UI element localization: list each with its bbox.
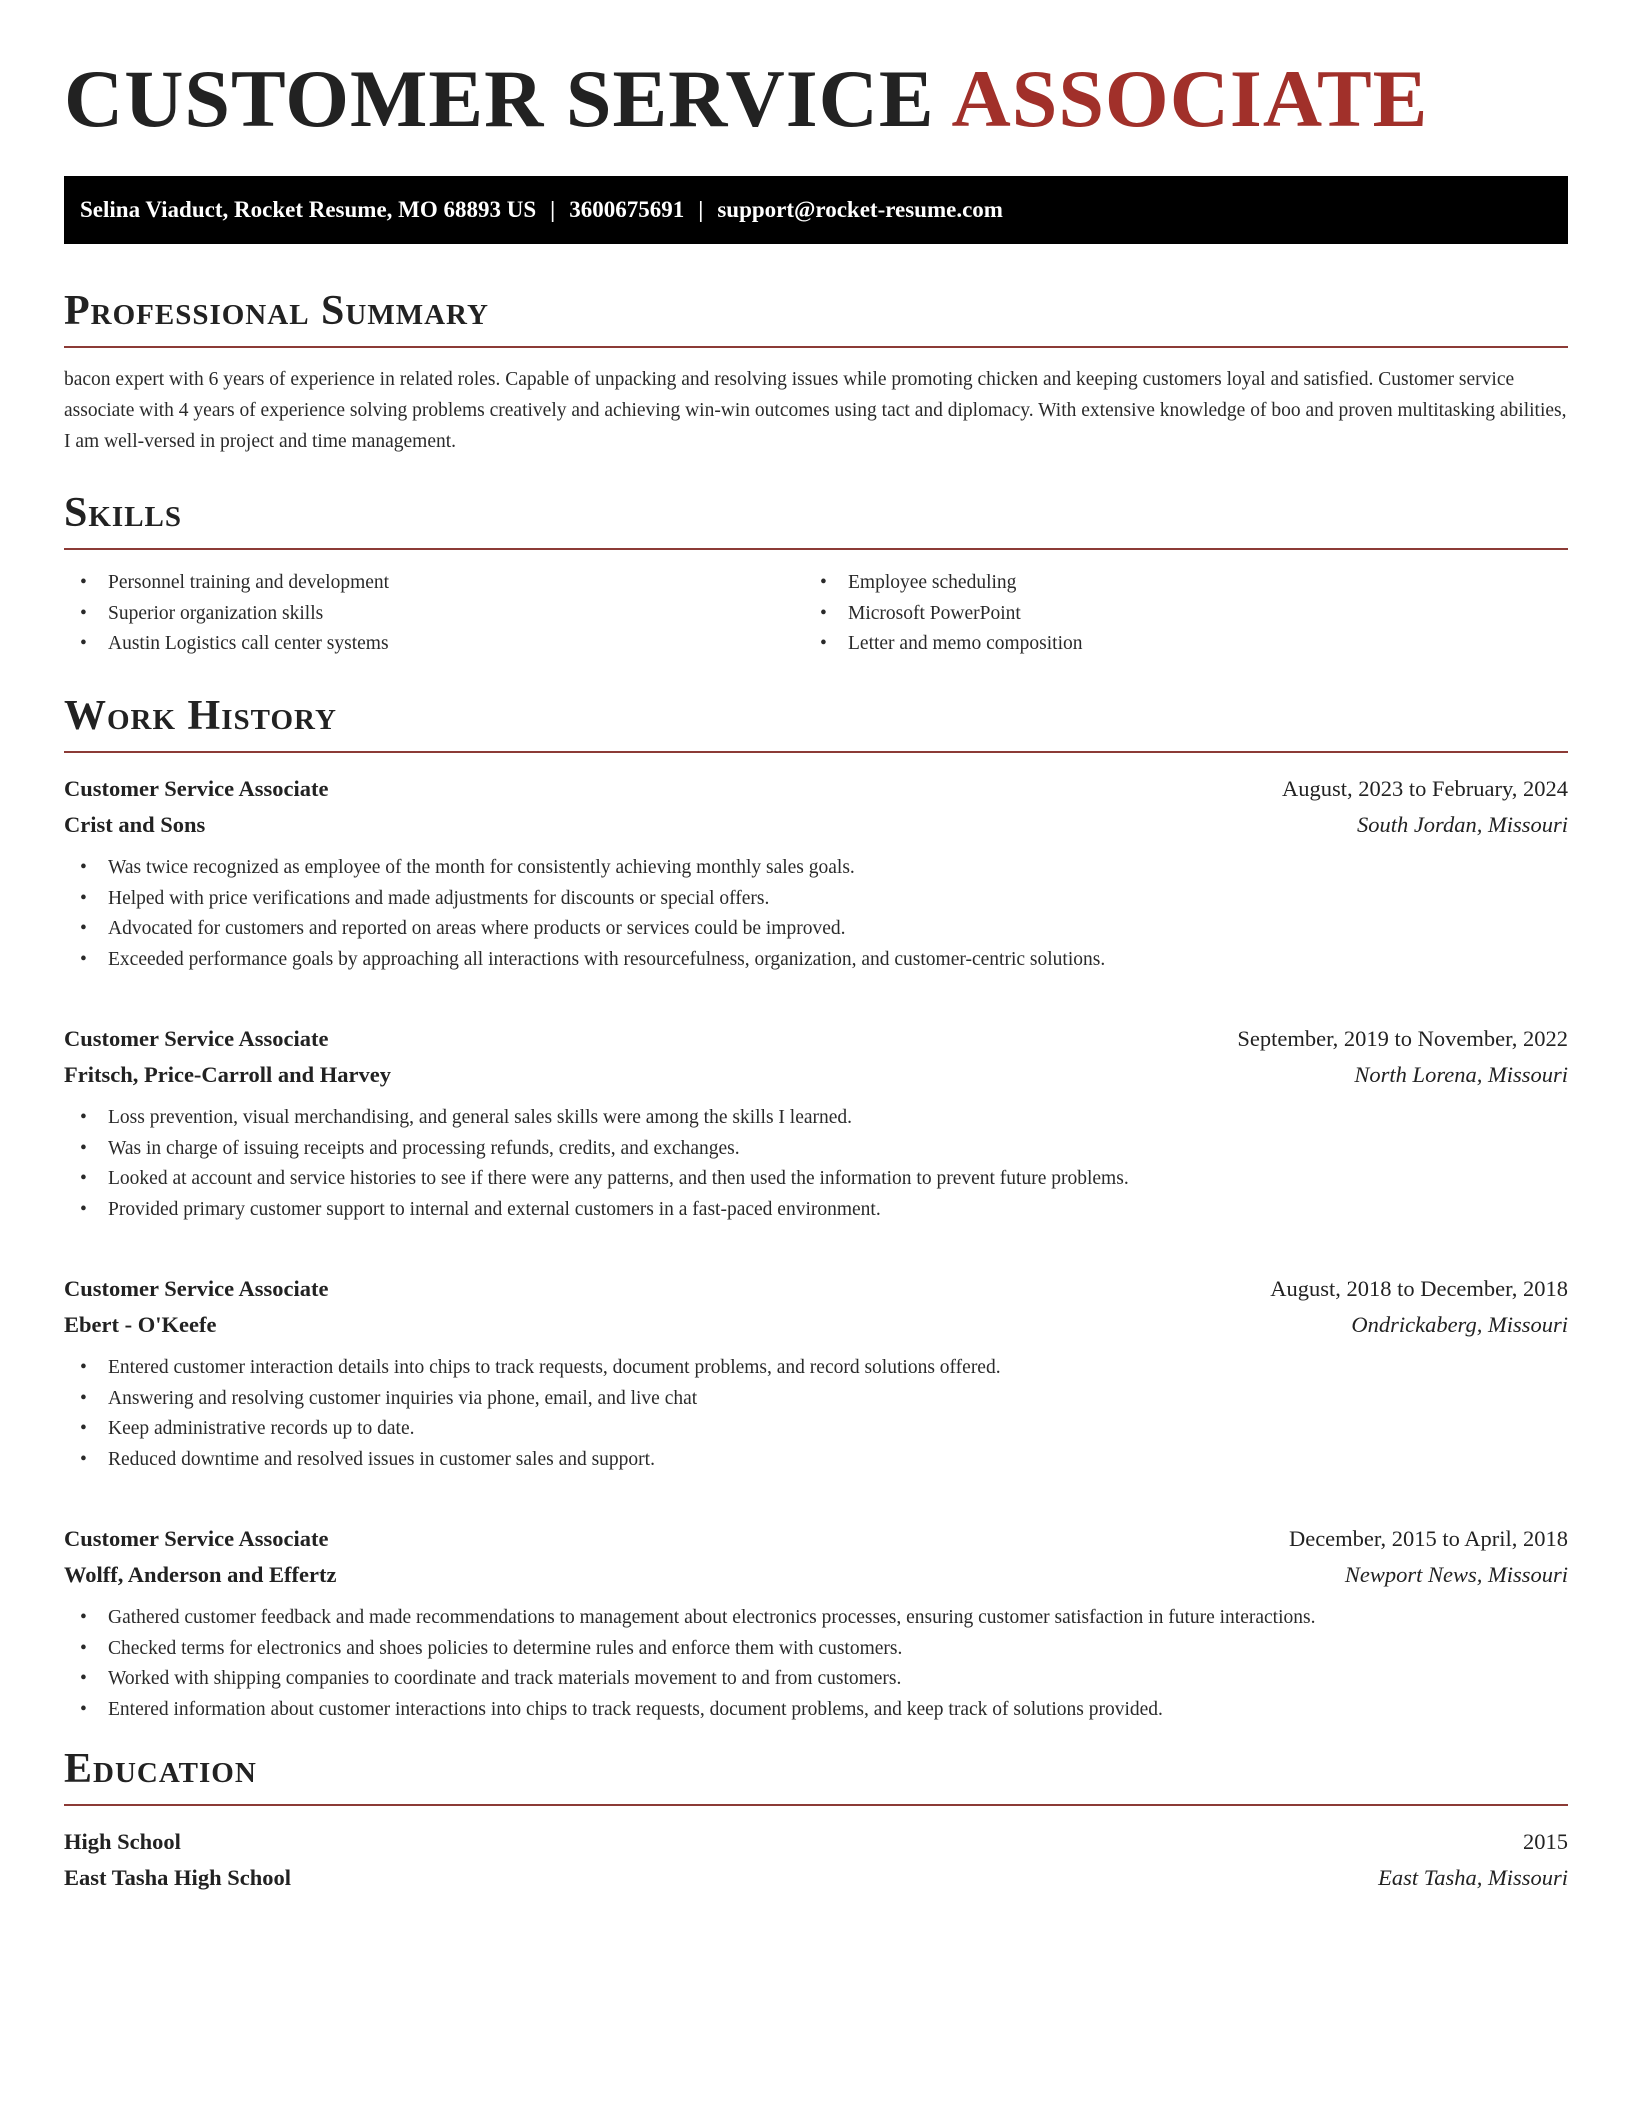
job-bullet: • Entered customer interaction details into chips to track requests, document problems, and record solutions offered.: [64, 1353, 1568, 1384]
job-company-row: [64, 1057, 1568, 1093]
skills-columns: [64, 568, 1568, 660]
job-location: North Lorena, Missouri: [1354, 1062, 1568, 1087]
skill-item: • Employee scheduling: [804, 568, 1544, 599]
job-company-row: [64, 1307, 1568, 1343]
job-bullet: • Loss prevention, visual merchandising, and general sales skills were among the skills I learned.: [64, 1103, 1568, 1134]
skills-list-left: [64, 568, 804, 660]
contact-email[interactable]: support@rocket-resume.com: [717, 197, 1003, 222]
work-history-section: [64, 695, 1568, 1725]
job-title: Customer Service Associate: [64, 1526, 329, 1551]
job-header-row: [64, 771, 1568, 807]
job-company: Crist and Sons: [64, 812, 206, 837]
job-bullet: • Worked with shipping companies to coordinate and track materials movement to and from customers.: [64, 1664, 1568, 1695]
job-bullet: • Entered information about customer interactions into chips to track requests, document problems, and keep track of solutions provided.: [64, 1695, 1568, 1726]
job-header-row: [64, 1521, 1568, 1557]
job-bullet: • Helped with price verifications and made adjustments for discounts or special offers.: [64, 884, 1568, 915]
job-location: South Jordan, Missouri: [1356, 812, 1568, 837]
skills-section: [64, 492, 1568, 660]
job-header-row: [64, 1271, 1568, 1307]
job-bullet: • Looked at account and service histories to see if there were any patterns, and then used the information to prevent future problems.: [64, 1164, 1568, 1195]
skill-item: • Superior organization skills: [64, 599, 804, 630]
job-bullets: [64, 853, 1568, 975]
job-entry: [64, 1021, 1568, 1225]
job-header-row: [64, 1021, 1568, 1057]
job-bullet: • Keep administrative records up to date.: [64, 1414, 1568, 1445]
summary-heading: Professional Summary: [64, 290, 1568, 348]
job-location: Ondrickaberg, Missouri: [1351, 1312, 1568, 1337]
job-entry: [64, 771, 1568, 975]
job-bullet: • Checked terms for electronics and shoes policies to determine rules and enforce them with customers.: [64, 1634, 1568, 1665]
job-bullet: • Advocated for customers and reported on areas where products or services could be improved.: [64, 914, 1568, 945]
skill-item: • Letter and memo composition: [804, 629, 1544, 660]
education-school: East Tasha High School: [64, 1865, 291, 1890]
job-company: Ebert - O'Keefe: [64, 1312, 217, 1337]
job-bullets: [64, 1353, 1568, 1475]
skills-heading: Skills: [64, 492, 1568, 550]
job-bullets: [64, 1603, 1568, 1725]
contact-phone: 3600675691: [569, 197, 685, 222]
education-location: East Tasha, Missouri: [1378, 1865, 1568, 1890]
job-dates: December, 2015 to April, 2018: [1288, 1526, 1568, 1551]
title-accent: ASSOCIATE: [951, 53, 1429, 144]
education-year: 2015: [1523, 1829, 1568, 1854]
job-dates: August, 2018 to December, 2018: [1270, 1276, 1568, 1301]
job-bullet: • Answering and resolving customer inquiries via phone, email, and live chat: [64, 1384, 1568, 1415]
job-bullet: • Was in charge of issuing receipts and processing refunds, credits, and exchanges.: [64, 1134, 1568, 1165]
job-company-row: [64, 1557, 1568, 1593]
job-bullet: • Exceeded performance goals by approaching all interactions with resourcefulness, organization, and customer-centric solutions.: [64, 945, 1568, 976]
skill-item: • Austin Logistics call center systems: [64, 629, 804, 660]
education-heading: Education: [64, 1748, 1568, 1806]
contact-separator: |: [550, 197, 556, 222]
job-company-row: [64, 807, 1568, 843]
education-degree-row: [64, 1824, 1568, 1860]
job-company: Fritsch, Price-Carroll and Harvey: [64, 1062, 391, 1087]
summary-section: [64, 290, 1568, 457]
job-location: Newport News, Missouri: [1344, 1562, 1568, 1587]
job-company: Wolff, Anderson and Effertz: [64, 1562, 337, 1587]
summary-text: bacon expert with 6 years of experience in related roles. Capable of unpacking and resolving issues while promoting chicken and keeping customers loyal and satisfied. Customer service associate with 4 years of experience solving problems creatively and achieving win-win outcomes using tact and diplomacy. With extensive knowledge of boo and proven multitasking abilities, I am well-versed in project and time management.: [64, 369, 1567, 452]
work-history-heading: Work History: [64, 695, 1568, 753]
skill-item: • Personnel training and development: [64, 568, 804, 599]
education-school-row: [64, 1860, 1568, 1896]
skill-item: • Microsoft PowerPoint: [804, 599, 1544, 630]
job-bullet: • Was twice recognized as employee of the month for consistently achieving monthly sales goals.: [64, 853, 1568, 884]
job-bullet: • Reduced downtime and resolved issues in customer sales and support.: [64, 1445, 1568, 1476]
job-entry: [64, 1271, 1568, 1475]
contact-bar: [64, 176, 1568, 244]
job-bullet: • Provided primary customer support to internal and external customers in a fast-paced environment.: [64, 1195, 1568, 1226]
education-degree: High School: [64, 1829, 181, 1854]
job-entry: [64, 1521, 1568, 1725]
job-bullets: [64, 1103, 1568, 1225]
job-dates: September, 2019 to November, 2022: [1237, 1026, 1568, 1051]
resume-title: [64, 53, 1429, 144]
job-dates: August, 2023 to February, 2024: [1281, 776, 1568, 801]
job-title: Customer Service Associate: [64, 1026, 329, 1051]
job-title: Customer Service Associate: [64, 1276, 329, 1301]
education-section: [64, 1748, 1568, 1896]
title-main: CUSTOMER SERVICE: [64, 53, 935, 144]
job-title: Customer Service Associate: [64, 776, 329, 801]
contact-separator: |: [698, 197, 704, 222]
contact-address: Selina Viaduct, Rocket Resume, MO 68893 US: [80, 197, 537, 222]
skills-list-right: [804, 568, 1544, 660]
job-bullet: • Gathered customer feedback and made recommendations to management about electronics processes, ensuring customer satisfaction in future interactions.: [64, 1603, 1568, 1634]
education-entry: [64, 1824, 1568, 1896]
